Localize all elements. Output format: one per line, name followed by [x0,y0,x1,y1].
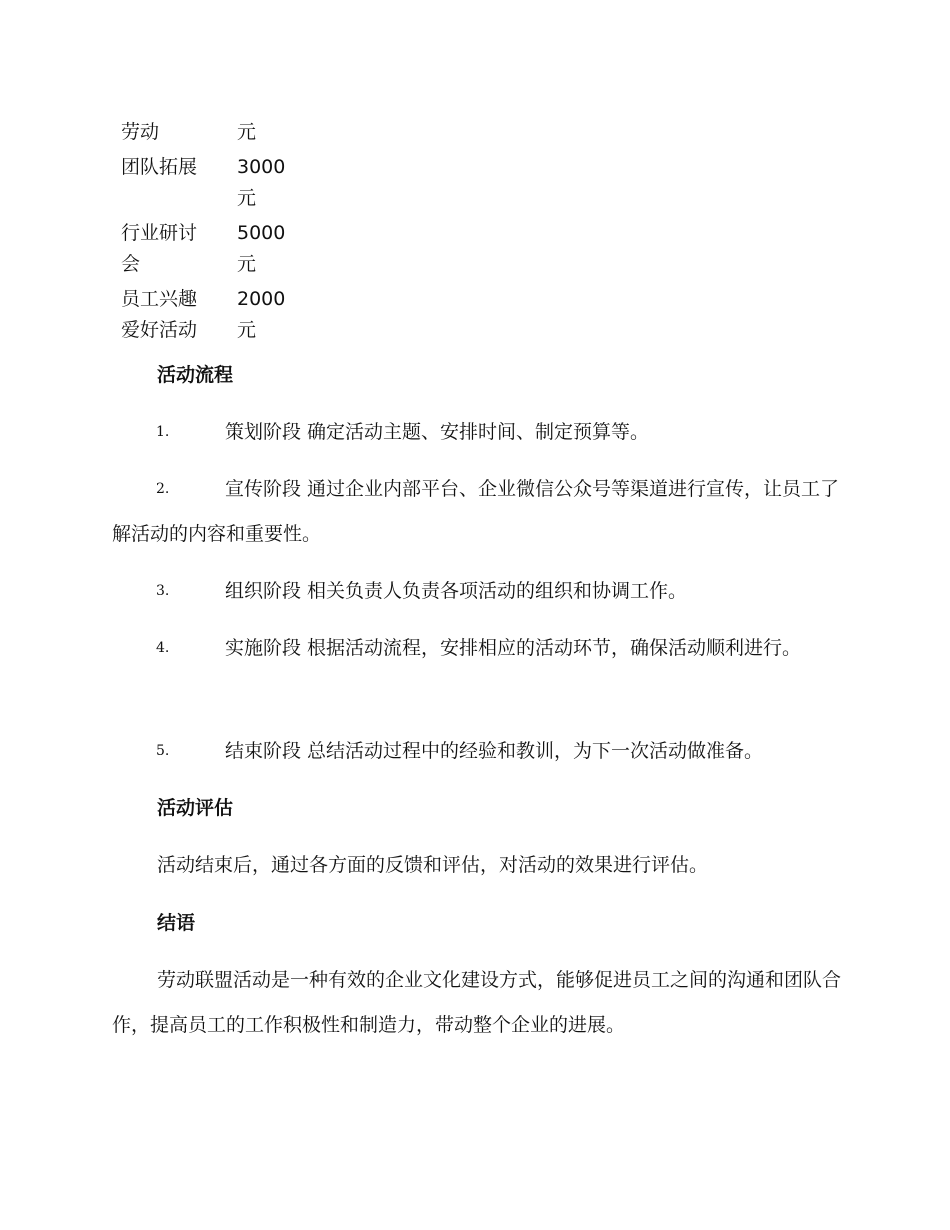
step-text: 策划阶段 确定活动主题、安排时间、制定预算等。 [225,421,650,443]
budget-item-name: 员工兴趣 爱好活动 [121,288,198,341]
budget-row [121,218,297,280]
budget-table [121,117,297,350]
step-text: 结束阶段 总结活动过程中的经验和教训，为下一次活动做准备。 [225,740,764,762]
budget-row [121,117,297,148]
budget-item-amount: 5000 元 [237,222,286,275]
flow-step [112,410,842,455]
budget-item-name: 行业研讨 会 [121,222,198,275]
step-number: 4. [156,640,170,656]
step-text: 组织阶段 相关负责人负责各项活动的组织和协调工作。 [225,580,688,602]
budget-item-amount: 元 [237,121,257,143]
flow-step [112,626,842,671]
flow-step [112,729,842,774]
step-text: 实施阶段 根据活动流程，安排相应的活动环节，确保活动顺利进行。 [225,637,802,659]
budget-item-name: 劳动 [121,121,160,143]
budget-item-amount: 3000 元 [237,156,286,209]
section-heading-flow: 活动流程 [157,364,234,386]
flow-step [112,569,842,614]
conclusion-paragraph: 劳动联盟活动是一种有效的企业文化建设方式，能够促进员工之间的沟通和团队合作，提高员工的工作积极性和制造力，带动整个企业的进展。 [112,969,842,1036]
step-number: 1. [156,424,170,440]
evaluation-paragraph: 活动结束后，通过各方面的反馈和评估，对活动的效果进行评估。 [157,854,709,876]
budget-item-name: 团队拓展 [121,156,198,178]
step-text: 宣传阶段 通过企业内部平台、企业微信公众号等渠道进行宣传，让员工了解活动的内容和重要性。 [112,478,840,545]
section-heading-evaluation: 活动评估 [157,797,234,819]
step-number: 2. [156,481,170,497]
section-heading-conclusion: 结语 [157,912,196,934]
budget-row [121,284,297,346]
step-number: 3. [156,583,170,599]
budget-row [121,152,297,214]
flow-step [112,467,842,557]
budget-item-amount: 2000 元 [237,288,286,341]
step-number: 5. [156,743,170,759]
